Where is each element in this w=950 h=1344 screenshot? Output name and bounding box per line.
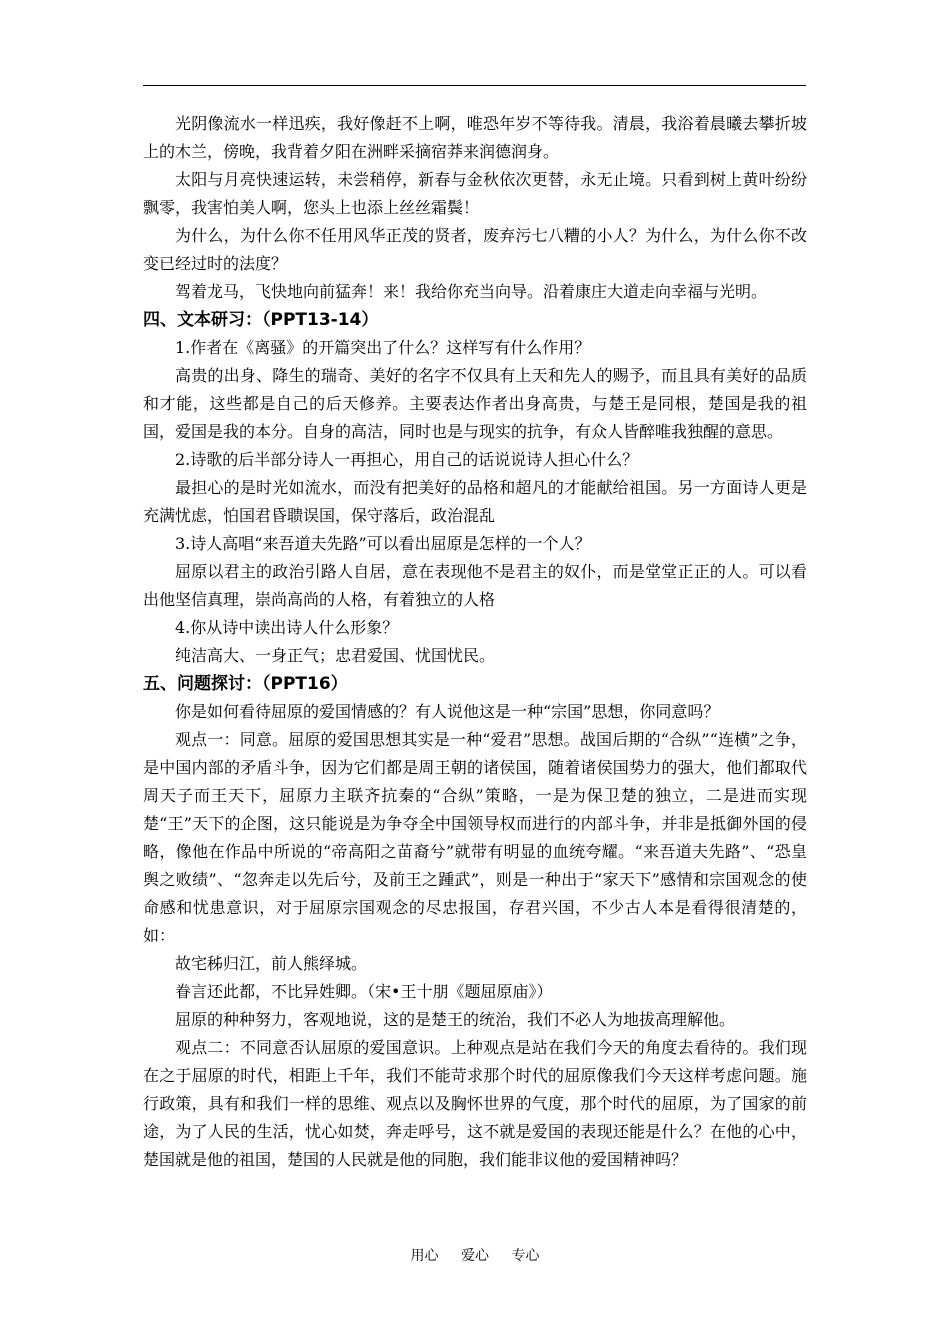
paragraph: 高贵的出身、降生的瑞奇、美好的名字不仅具有上天和先人的赐予，而且具有美好的品质和才能，这些都是自己的后天修养。主要表达作者出身高贵，与楚王是同根，楚国是我的祖国，爱国是我的本分。自身的高洁，同时也是与现实的抗争，有众人皆醉唯我独醒的意思。 xyxy=(143,366,807,441)
section-heading: 五、问题探讨：（PPT16） xyxy=(143,674,348,694)
document-body xyxy=(143,110,807,1174)
page-footer: 用心 爱心 专心 xyxy=(410,1248,540,1264)
paragraph: 1.作者在《离骚》的开篇突出了什么？这样写有什么作用？ xyxy=(175,338,591,357)
paragraph: 你是如何看待屈原的爱国情感的？有人说他这是一种“宗国”思想，你同意吗？ xyxy=(175,702,720,721)
header-rule xyxy=(143,85,806,86)
paragraph: 观点一：同意。屈原的爱国思想其实是一种“爱君”思想。战国后期的“合纵”“连横”之争，是中国内部的矛盾斗争，因为它们都是周王朝的诸侯国，随着诸侯国势力的强大，他们都取代周天子而王天下，屈原力主联齐抗秦的“合纵”策略，一是为保卫楚的独立，二是进而实现楚“王”天下的企图，这只能说是为争夺全中国领导权而进行的内部斗争，并非是抵御外国的侵略，像他在作品中所说的“帝高阳之苗裔兮”就带有明显的血统夸耀。“来吾道夫先路”、“恐皇舆之败绩”、“忽奔走以先后兮，及前王之踵武”，则是一种出于“家天下”感情和宗国观念的使命感和忧患意识，对于屈原宗国观念的尽忠报国，存君兴国，不少古人本是看得很清楚的，如： xyxy=(143,730,807,945)
section-heading: 四、文本研习：（PPT13-14） xyxy=(143,310,379,330)
paragraph: 为什么，为什么你不任用风华正茂的贤者，废弃污七八糟的小人？为什么，为什么你不改变已经过时的法度？ xyxy=(143,226,807,273)
paragraph: 观点二：不同意否认屈原的爱国意识。上种观点是站在我们今天的角度去看待的。我们现在之于屈原的时代，相距上千年，我们不能苛求那个时代的屈原像我们今天这样考虑问题。施行政策，具有和我们一样的思维、观点以及胸怀世界的气度，那个时代的屈原，为了国家的前途，为了人民的生活，忧心如焚，奔走呼号，这不就是爱国的表现还能是什么？在他的心中，楚国就是他的祖国，楚国的人民就是他的同胞，我们能非议他的爱国精神吗？ xyxy=(143,1038,807,1169)
paragraph: 光阴像流水一样迅疾，我好像赶不上啊，唯恐年岁不等待我。清晨，我浴着晨曦去攀折坡上的木兰，傍晚，我背着夕阳在洲畔采摘宿莽来润德润身。 xyxy=(143,114,807,161)
paragraph: 3.诗人高唱“来吾道夫先路”可以看出屈原是怎样的一个人？ xyxy=(175,534,591,553)
paragraph: 故宅秭归江，前人熊绎城。 xyxy=(175,954,368,973)
paragraph: 驾着龙马，飞快地向前猛奔！来！我给你充当向导。沿着康庄大道走向幸福与光明。 xyxy=(175,282,768,301)
paragraph: 屈原的种种努力，客观地说，这的是楚王的统治，我们不必人为地拔高理解他。 xyxy=(175,1010,736,1029)
paragraph: 屈原以君主的政治引路人自居，意在表现他不是君主的奴仆，而是堂堂正正的人。可以看出他坚信真理，崇尚高尚的人格，有着独立的人格 xyxy=(143,562,807,609)
paragraph: 眷言还此都，不比异姓卿。（宋•王十朋《题屈原庙》） xyxy=(175,982,553,1001)
paragraph: 最担心的是时光如流水，而没有把美好的品格和超凡的才能献给祖国。另一方面诗人更是充满忧虑，怕国君昏聩误国，保守落后，政治混乱 xyxy=(143,478,807,525)
paragraph: 太阳与月亮快速运转，未尝稍停，新春与金秋依次更替，永无止境。只看到树上黄叶纷纷飘零，我害怕美人啊，您头上也添上丝丝霜鬓！ xyxy=(143,170,807,217)
paragraph: 纯洁高大、一身正气；忠君爱国、忧国忧民。 xyxy=(175,646,496,665)
paragraph: 4.你从诗中读出诗人什么形象？ xyxy=(175,618,399,637)
paragraph: 2.诗歌的后半部分诗人一再担心，用自己的话说说诗人担心什么？ xyxy=(175,450,639,469)
